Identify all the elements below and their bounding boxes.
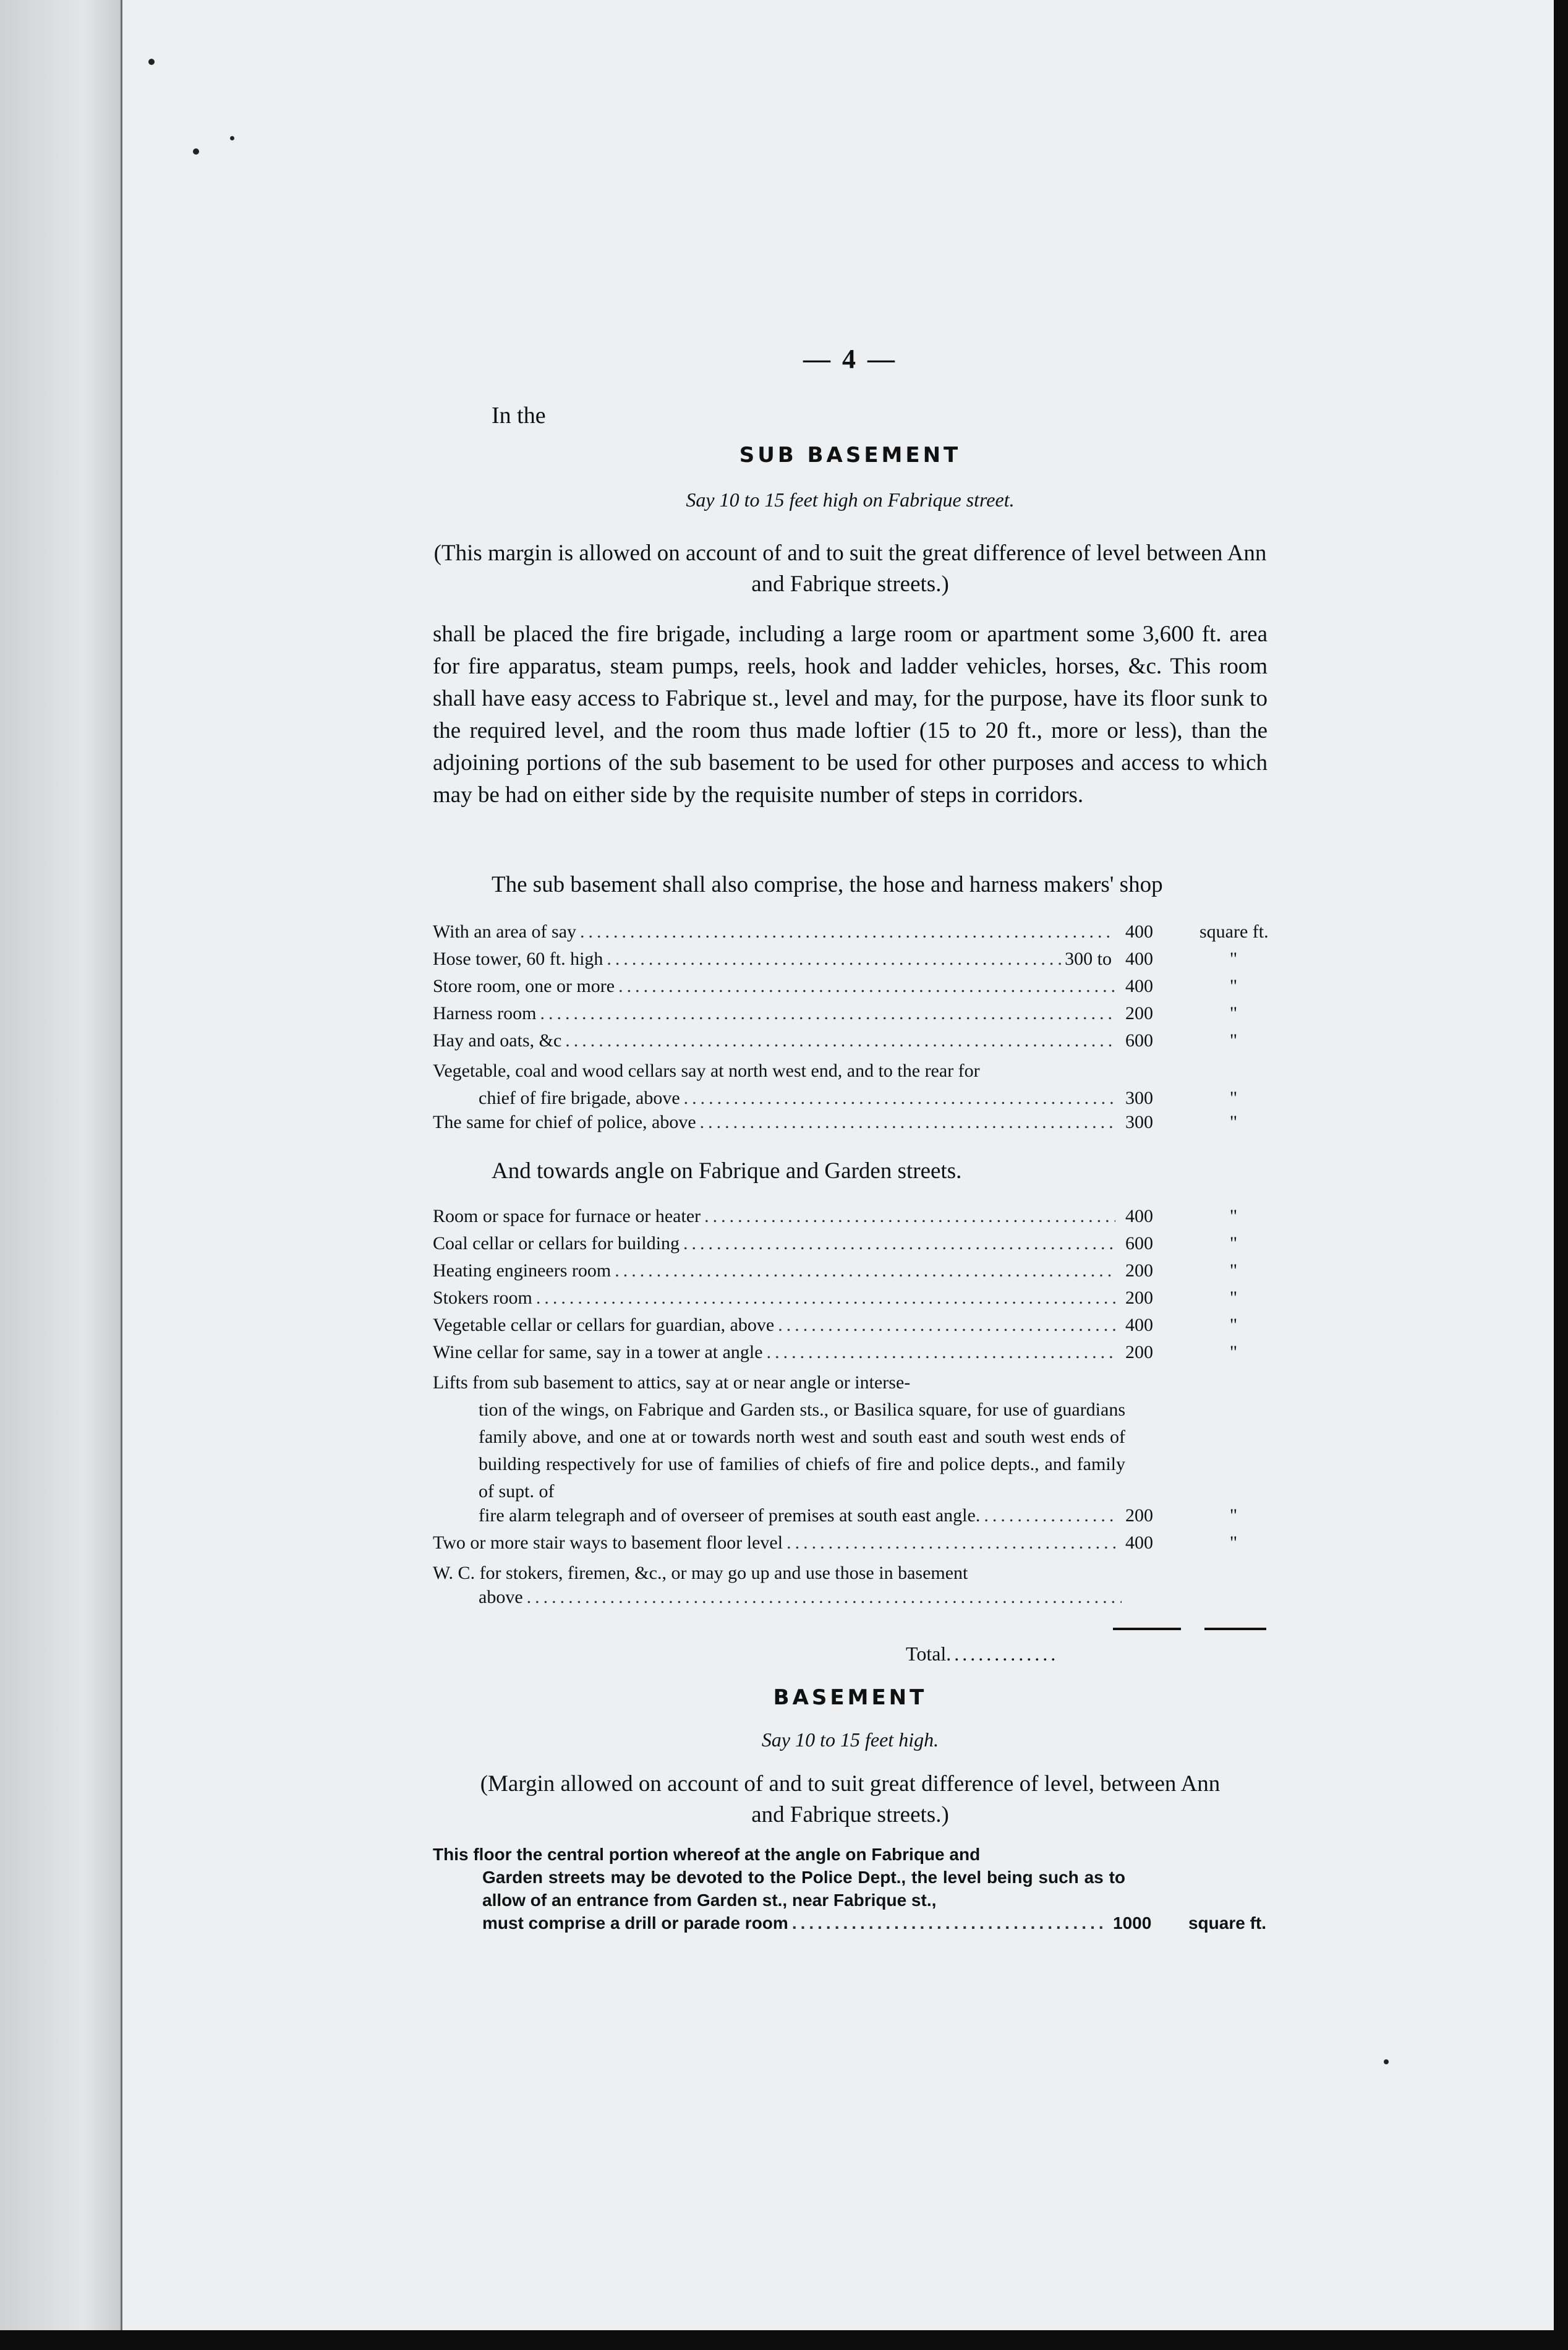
ink-speck bbox=[1384, 2059, 1389, 2064]
total-rule bbox=[1204, 1628, 1266, 1630]
sub-basement-subtitle: Say 10 to 15 feet high on Fabrique street. bbox=[686, 489, 1015, 511]
lifts-item: Lifts from sub basement to attics, say at or near angle or interse- tion of the wings, on Fabrique and Garden sts., or Basilica square, for use of guardians family above, and one at or towards north west and south east and south west ends of building respectively for use of families of chiefs of fire and police depts., and family of supt. of bbox=[433, 1372, 1125, 1502]
basement-heading: BASEMENT bbox=[773, 1685, 927, 1710]
left-page-edge bbox=[0, 0, 122, 2350]
room-item: Hose tower, 60 ft. high ..... 300 to 400 " bbox=[433, 949, 1268, 976]
total-line: Total.............. bbox=[906, 1643, 1059, 1665]
room-item: chief of fire brigade, above ..... 300 " bbox=[433, 1085, 1268, 1112]
room-item: Vegetable cellar or cellars for guardian, above ..... 400 " bbox=[433, 1315, 1268, 1342]
room-item: The same for chief of police, above ..... 300 " bbox=[433, 1112, 1268, 1139]
room-item: above ..... bbox=[433, 1587, 1268, 1614]
room-item: Heating engineers room ..... 200 " bbox=[433, 1260, 1268, 1288]
ink-speck bbox=[230, 136, 234, 140]
sub-basement-heading: SUB BASEMENT bbox=[739, 443, 961, 468]
room-item: fire alarm telegraph and of overseer of premises at south east angle. ..... 200 " bbox=[433, 1505, 1268, 1532]
room-item: must comprise a drill or parade room ..... 1000 square ft. bbox=[433, 1912, 1268, 1936]
room-item: With an area of say ..... 400 square ft. bbox=[433, 921, 1268, 949]
ink-speck bbox=[148, 59, 155, 65]
ink-speck bbox=[193, 148, 199, 155]
room-item-vegetable-cellars: Vegetable, coal and wood cellars say at north west end, and to the rear for bbox=[433, 1061, 980, 1081]
basement-drill-room-item: This floor the central portion whereof at the angle on Fabrique and Garden streets may be devoted to the Police Dept., the level being such as to allow of an entrance from Garden st., near Fabrique st., must comprise a drill or parade room ..... 1000 square ft. bbox=[433, 1843, 1268, 1936]
scan-border bbox=[0, 2330, 1568, 2350]
room-item: Stokers room ..... 200 " bbox=[433, 1288, 1268, 1315]
room-item: Coal cellar or cellars for building ..... 600 " bbox=[433, 1233, 1268, 1260]
sub-basement-room-list bbox=[433, 921, 1268, 1139]
basement-subtitle: Say 10 to 15 feet high. bbox=[761, 1728, 939, 1751]
room-item: Two or more stair ways to basement floor level ..... 400 " bbox=[433, 1532, 1268, 1560]
hose-shop-paragraph: The sub basement shall also comprise, the hose and harness makers' shop bbox=[492, 872, 1163, 897]
wc-item: W. C. for stokers, firemen, &c., or may go up and use those in basement bbox=[433, 1563, 968, 1583]
angle-room-list bbox=[433, 1206, 1268, 1614]
page-number: — 4 — bbox=[803, 344, 897, 374]
total-rule bbox=[1113, 1628, 1181, 1630]
room-item: Harness room ..... 200 " bbox=[433, 1003, 1268, 1030]
total-label: Total bbox=[906, 1643, 947, 1665]
basement-note: (Margin allowed on account of and to suit great difference of level, between Ann and Fabrique streets.) bbox=[480, 1771, 1221, 1827]
fire-brigade-paragraph: shall be placed the fire brigade, including a large room or apartment some 3,600 ft. area for fire apparatus, steam pumps, reels, hook and ladder vehicles, horses, &c. This room shall have easy access to Fabrique st., level and may, for the purpose, have its floor sunk to the required level, and the room thus made loftier (15 to 20 ft., more or less), than the adjoining portions of the sub basement to be used for other purposes and access to which may be had on either side by the requisite number of steps in corridors. bbox=[433, 622, 1268, 808]
room-item: Store room, one or more ..... 400 " bbox=[433, 976, 1268, 1003]
room-item: Hay and oats, &c ..... 600 " bbox=[433, 1030, 1268, 1058]
angle-paragraph: And towards angle on Fabrique and Garden streets. bbox=[492, 1158, 962, 1184]
room-item: Wine cellar for same, say in a tower at angle ..... 200 " bbox=[433, 1342, 1268, 1369]
sub-basement-note: (This margin is allowed on account of and to suit the great difference of level between Ann and Fabrique streets.) bbox=[433, 540, 1267, 597]
room-item: Room or space for furnace or heater ..... 400 " bbox=[433, 1206, 1268, 1233]
intro-text: In the bbox=[492, 403, 546, 429]
